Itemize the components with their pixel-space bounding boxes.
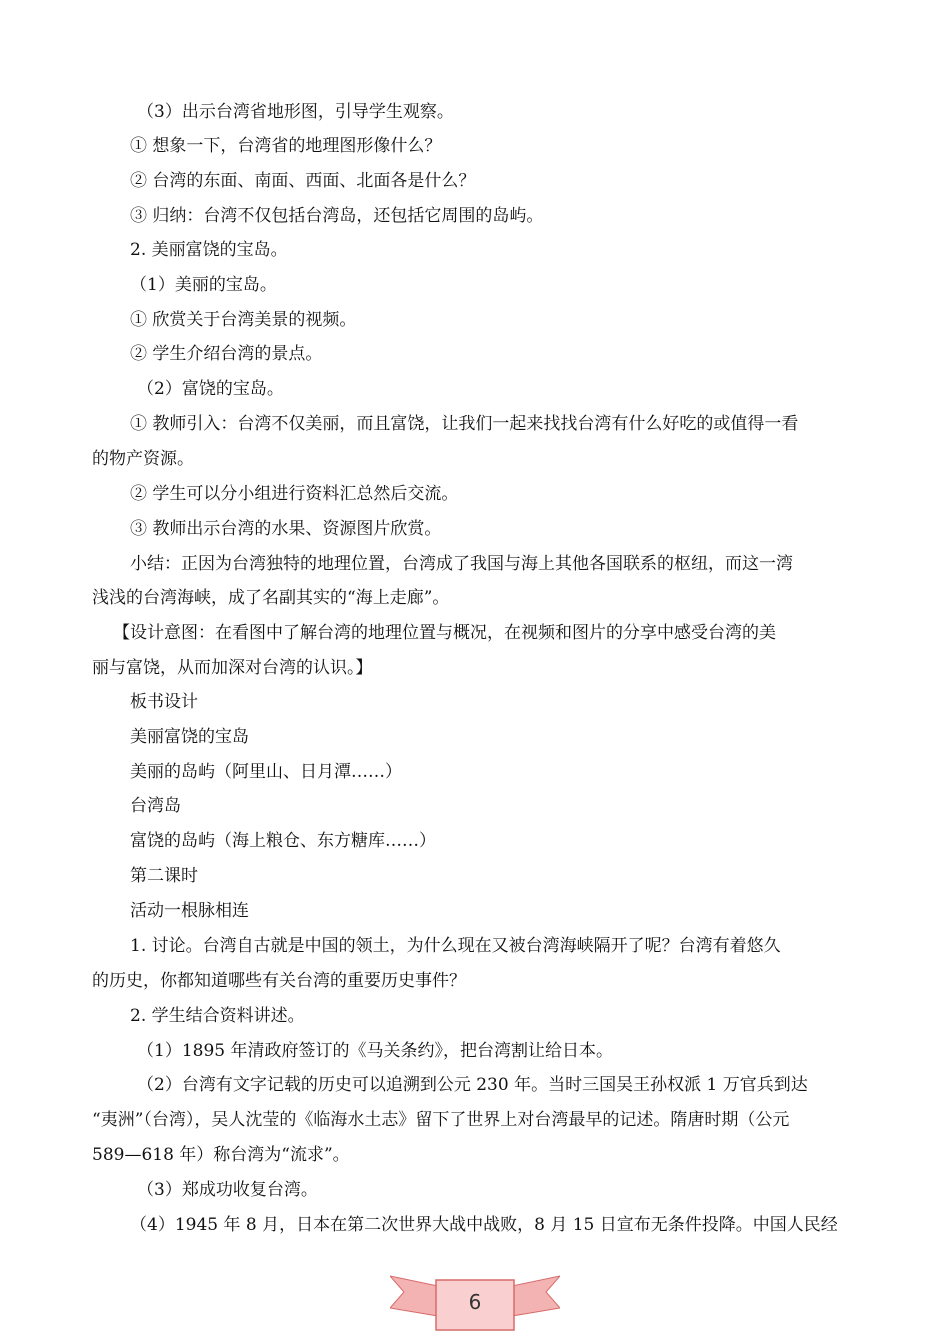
text-line: ① 欣赏关于台湾美景的视频。 [130,310,357,330]
text-line: “夷洲”（台湾），吴人沈莹的《临海水土志》留下了世界上对台湾最早的记述。隋唐时期（公元 [92,1110,790,1130]
text-line: 的历史，你都知道哪些有关台湾的重要历史事件？ [92,971,466,991]
text-line: ② 台湾的东面、南面、西面、北面各是什么？ [130,171,476,191]
text-line: 美丽富饶的宝岛 [130,727,249,747]
text-line: 【设计意图：在看图中了解台湾的地理位置与概况，在视频和图片的分享中感受台湾的美 [113,623,776,643]
text-line: ① 想象一下，台湾省的地理图形像什么？ [130,136,442,156]
text-line: 第二课时 [130,866,198,886]
text-line: ③ 教师出示台湾的水果、资源图片欣赏。 [130,519,442,539]
text-line: 1. 讨论。台湾自古就是中国的领土，为什么现在又被台湾海峡隔开了呢？台湾有着悠久 [130,936,781,956]
text-line: 板书设计 [130,692,198,712]
text-line: （3）郑成功收复台湾。 [137,1180,318,1200]
text-line: （1）1895 年清政府签订的《马关条约》，把台湾割让给日本。 [137,1041,613,1061]
text-line: ② 学生可以分小组进行资料汇总然后交流。 [130,484,459,504]
text-line: 589—618 年）称台湾为“流求”。 [92,1145,350,1165]
text-line: 2. 学生结合资料讲述。 [130,1006,305,1026]
text-line: 的物产资源。 [92,449,194,469]
text-line: 浅浅的台湾海峡，成了名副其实的“海上走廊”。 [92,588,450,608]
text-line: 小结：正因为台湾独特的地理位置，台湾成了我国与海上其他各国联系的枢纽，而这一湾 [130,554,793,574]
text-line: 富饶的岛屿（海上粮仓、东方糖库……） [130,831,436,851]
text-line: ① 教师引入：台湾不仅美丽，而且富饶，让我们一起来找找台湾有什么好吃的或值得一看 [130,414,799,434]
text-line: 丽与富饶，从而加深对台湾的认识。】 [92,658,373,678]
text-line: 活动一根脉相连 [130,901,249,921]
text-line: ② 学生介绍台湾的景点。 [130,344,323,364]
text-line: （2）富饶的宝岛。 [137,379,284,399]
text-line: （2）台湾有文字记载的历史可以追溯到公元 230 年。当时三国吴王孙权派 1 万官兵到达 [137,1075,808,1095]
page-number: 6 [468,1290,482,1314]
text-line: （1）美丽的宝岛。 [130,275,277,295]
text-line: （3）出示台湾省地形图，引导学生观察。 [137,102,454,122]
text-line: ③ 归纳：台湾不仅包括台湾岛，还包括它周围的岛屿。 [130,206,544,226]
text-line: （4）1945 年 8 月，日本在第二次世界大战中战败，8 月 15 日宣布无条件投降。中国人民经 [130,1215,838,1235]
text-line: 美丽的岛屿（阿里山、日月潭……） [130,762,402,782]
text-line: 台湾岛 [130,796,181,816]
text-line: 2. 美丽富饶的宝岛。 [130,240,288,260]
